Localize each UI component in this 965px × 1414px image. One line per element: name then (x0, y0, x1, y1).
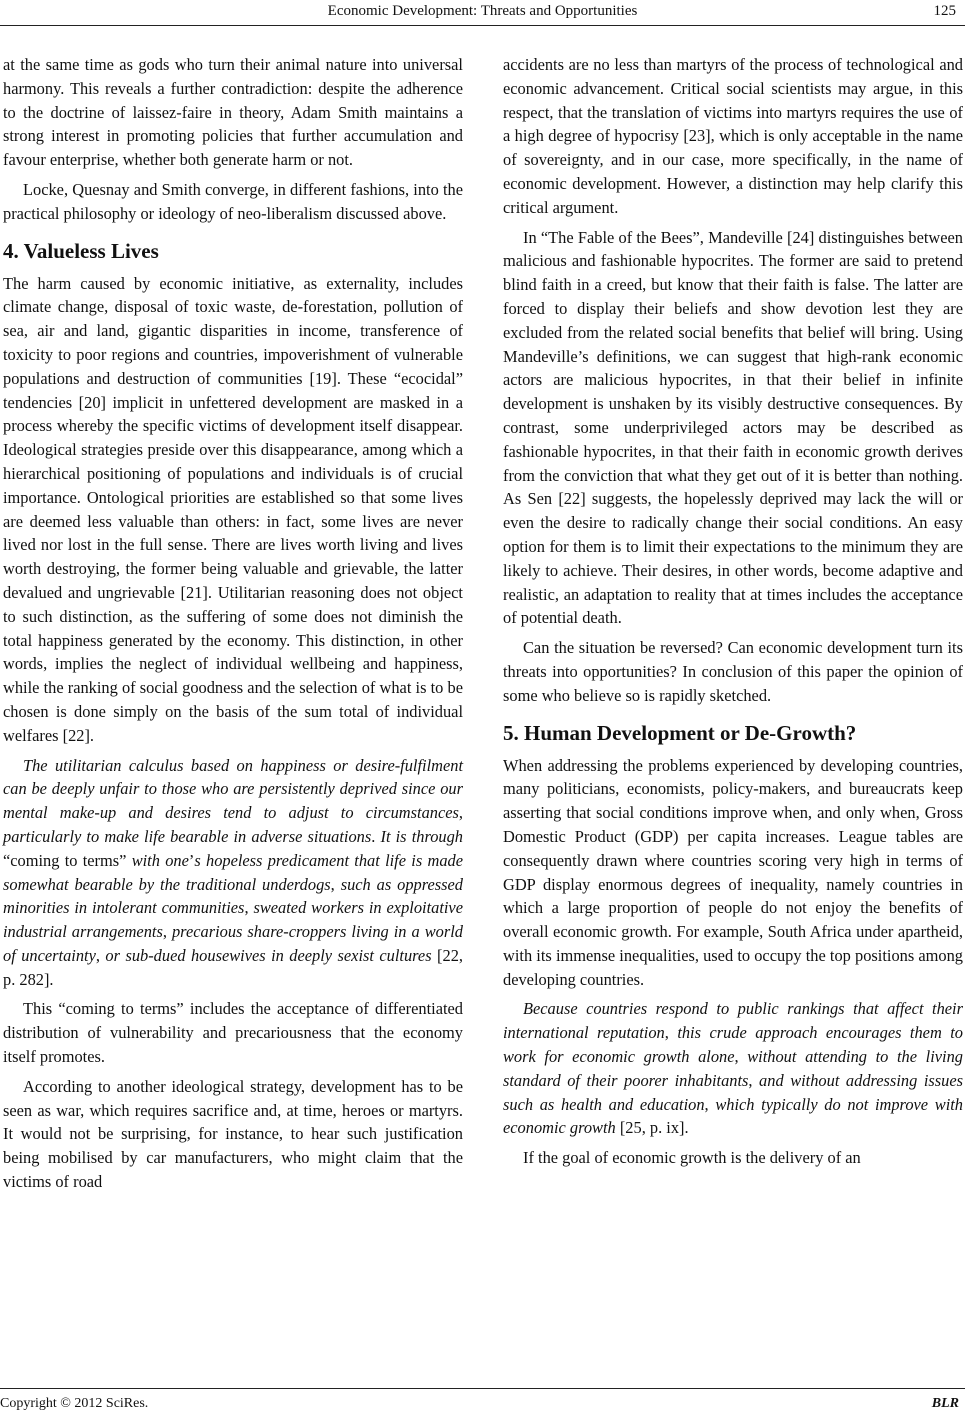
paragraph: at the same time as gods who turn their animal nature into universal harmony. This reveals a further contradiction: despite the adherence to the doctrine of laissez-faire in theory, Adam Smith maintains a strong interest in promoting policies that further accumulation and favour enterprise, whether both generate harm or not. (3, 55, 463, 170)
quote-text: sweated workers in exploitative industrial arrangements (3, 898, 463, 942)
running-title: Economic Development: Threats and Opportunities (327, 3, 638, 19)
running-header (0, 1, 965, 27)
quote-text: . (371, 826, 381, 846)
quote-text: , (95, 945, 106, 965)
quote-text: It is through (380, 826, 463, 846)
section-heading-5: 5. Human Development or De-Growth? (503, 720, 857, 745)
block-quote (3, 754, 463, 992)
quote-text: which typically do not improve with economic growth (503, 1094, 963, 1138)
block-quote (503, 997, 963, 1140)
quote-text: and without addressing issues such as health and education (503, 1070, 963, 1114)
quote-text: , (704, 1094, 716, 1114)
paragraph: Can the situation be reversed? Can economic development turn its threats into opportunities? In conclusion of this paper the opinion of some who believe so is rapidly sketched. (503, 638, 963, 705)
quote-text: The utilitarian calculus based on happiness or desire-fulfilment can be deeply unfair to those who are persistently deprived since our mental make-up and desires tend to adjust to circumstances (3, 755, 463, 823)
quote-text: , (664, 1023, 678, 1043)
paragraph: Locke, Quesnay and Smith converge, in different fashions, into the practical philosophy or ideology of neo-liberalism discussed above. (3, 179, 463, 223)
quote-text: or sub-dued housewives in deeply sexist cultures (105, 945, 432, 965)
quote-citation: [22, p. 282]. (3, 945, 463, 989)
footer-copyright: Copyright © 2012 SciRes. (0, 1396, 149, 1411)
paragraph: This “coming to terms” includes the acceptance of differentiated distribution of vulnerability and precariousness that the economy itself promotes. (3, 999, 463, 1067)
paragraph: In “The Fable of the Bees”, Mandeville [24] distinguishes between malicious and fashionable hypocrites. The former are said to pretend blind faith in a creed, but know that their faith is false. The latter are forced to display their beliefs and show devotion lest they are excluded from the related social benefits that belief will bring. Using Mandeville’s definitions, we can suggest that high-rank economic actors are malicious hypocrites, in that their belief in infinite development is unshaken by its visibly destructive consequences. By contrast, some underprivileged actors may be described as fashionable hypocrites, in that their faith in economic growth derives from the conviction that what they get out of it is better than nothing. As Sen [22] suggests, the hopelessly deprived may lack the will or even the desire to radically change their social conditions. An easy option for them is to limit their expectations to the minimum they are likely to achieve. Their desires, in other words, become adaptive and realistic, an adaptation to reality that at times includes the acceptance of potential death. (503, 227, 963, 628)
quote-text: this crude approach encourages them to work for economic growth alone (503, 1023, 963, 1067)
footer-journal-name: BLR (931, 1396, 959, 1411)
quote-text: , (330, 874, 341, 894)
right-column (503, 53, 963, 1176)
quote-text: particularly to make life bearable in adverse situations (3, 826, 372, 846)
paragraph: According to another ideological strategy, development has to be seen as war, which requires sacrifice and, at time, heroes or martyrs. It would not be surprising, for instance, to hear such justification being mobilised by car manufacturers, who might claim that the victims of road (3, 1076, 463, 1192)
quote-text: without attending to the living standard of their poorer inhabitants (503, 1047, 963, 1090)
page-number: 125 (933, 3, 956, 19)
quote-text: s hopeless predicament that life is made somewhat bearable by the traditional underdogs (3, 850, 463, 894)
paragraph: If the goal of economic growth is the delivery of an (523, 1148, 861, 1168)
quote-text: , (748, 1070, 760, 1090)
quote-text: Because countries respond to public rankings that affect their international reputation (503, 999, 963, 1043)
section-heading-4: 4. Valueless Lives (3, 238, 159, 263)
left-column (3, 53, 463, 1200)
quote-citation: [25, p. ix]. (615, 1118, 689, 1138)
quote-text: , (458, 803, 463, 823)
quote-text: , (162, 922, 172, 942)
paragraph: accidents are no less than martyrs of the process of technological and economic advancement. Critical social scientists may argue, in this respect, that the translation of victims into martyrs requires the use of a high degree of hypocrisy [23], which is only acceptable in the name of sovereignty, and in our case, more specifically, in the name of economic development. However, a distinction may help clarify this critical argument. (503, 55, 963, 217)
quote-text: such as oppressed minorities in intolerant communities (3, 874, 464, 918)
quote-text: , (734, 1047, 748, 1067)
header-rule (0, 25, 965, 26)
paragraph: When addressing the problems experienced by developing countries, many politicians, economists, policy-makers, and bureaucrats keep asserting that social conditions improve when, and only when, Gross Domestic Product (GDP) per capita increases. League tables are consequently drawn where countries scoring very high in terms of GDP display enormous degrees of inequality, namely countries in which a large proportion of people do not enjoy the benefits of overall economic growth. For example, South Africa under apartheid, with its immense inequalities, used to occupy the top positions among developing countries. (503, 755, 963, 989)
quote-text: precarious share-croppers living in a world of uncertainty (3, 922, 464, 965)
quote-text: ’ (188, 850, 195, 870)
footer-rule (0, 1388, 965, 1389)
quote-text: with one (126, 850, 189, 870)
paragraph: The harm caused by economic initiative, as externality, includes climate change, disposal of toxic waste, de-forestation, pollution of sea, air and land, gigantic disparities in income, transference of toxicity to poor regions and countries, impoverishment of vulnerable populations and destruction of communities [19]. These “ecocidal” tendencies [20] implicit in unfettered development are masked in a process whereby the specific victims of development itself disappear. Ideological strategies preside over this disappearance, among which a hierarchical positioning of populations and individuals is of crucial importance. Ontological priorities are established so that some lives are deemed less valuable than others: in fact, some lives are never lived nor lost in the full sense. There are lives worth living and lives worth destroying, the former being valuable and grievable, the latter devalued and ungrievable [21]. Utilitarian reasoning does not object to such distinction, as the suffering of some does not diminish the total happiness generated by the economy. This distinction, in other words, implies the neglect of individual wellbeing and happiness, while the ranking of social goodness and the selection of what is to be chosen is done simply on the basis of the sum total of individual welfares [22]. (3, 273, 463, 745)
quote-text: , (244, 898, 254, 918)
quote-text: “coming to terms” (3, 850, 127, 870)
